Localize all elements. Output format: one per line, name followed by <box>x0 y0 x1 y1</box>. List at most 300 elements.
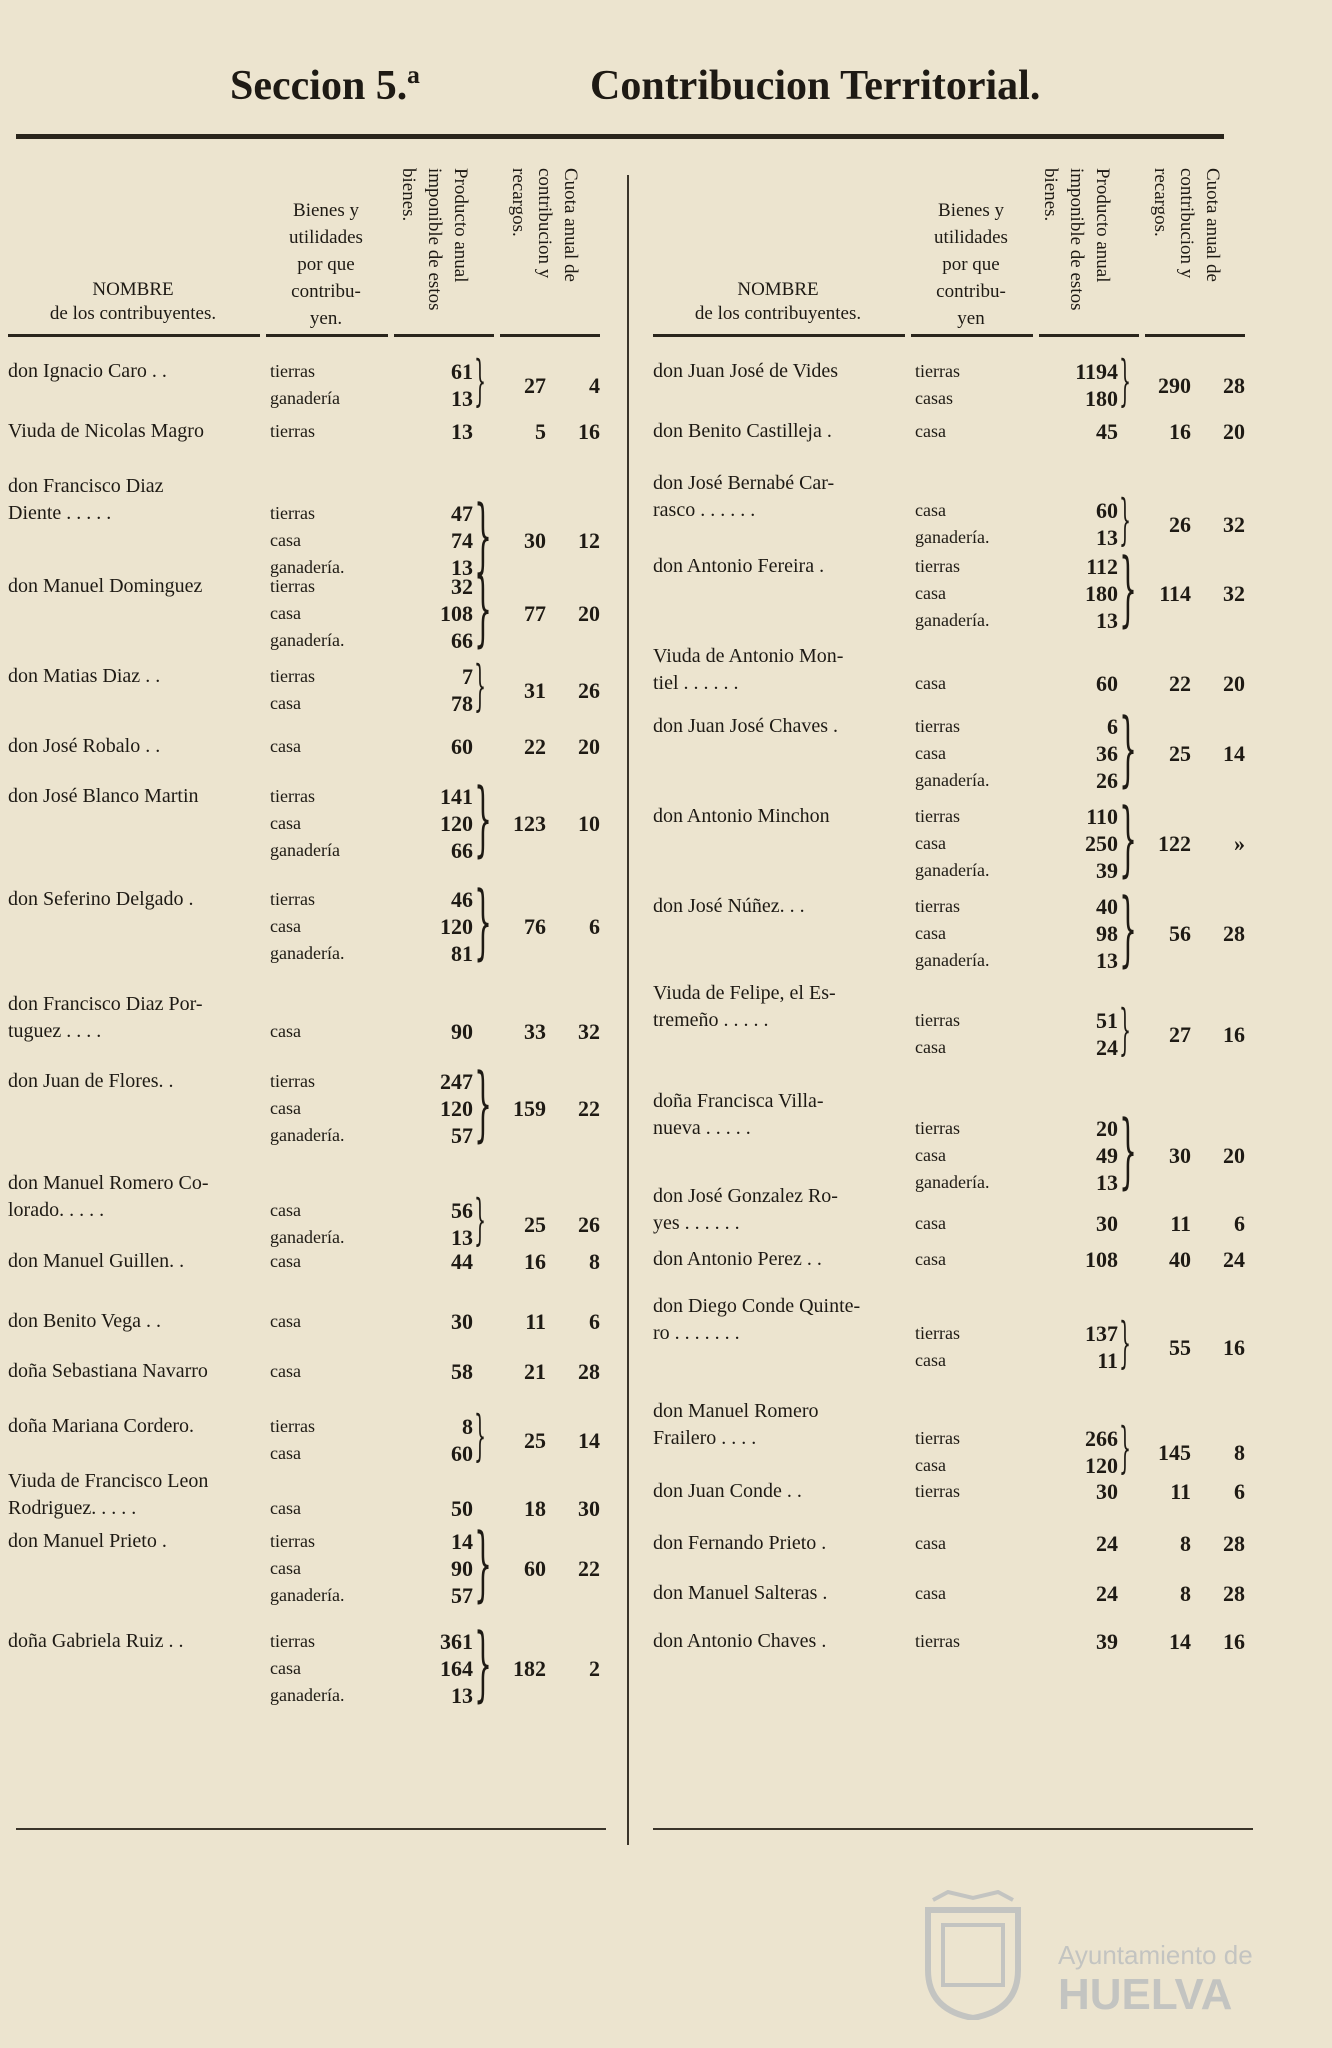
property-type: casa <box>915 1037 946 1057</box>
grouping-brace: } <box>1119 702 1138 796</box>
property-type: tierras <box>270 421 315 441</box>
cuota-pesos: 182 <box>513 1656 546 1681</box>
name-header <box>653 278 903 326</box>
cuota-pesos: 27 <box>1169 1021 1191 1047</box>
producto-value: 24 <box>1096 1035 1118 1060</box>
producto-value: 45 <box>1096 419 1118 444</box>
contributor-name-line: doña Mariana Cordero. <box>8 1415 195 1437</box>
name-header-line1: NOMBRE <box>92 279 174 300</box>
cuota-pesos: 27 <box>524 372 546 398</box>
property-type: ganadería. <box>270 1125 345 1145</box>
property-type: tierras <box>270 576 315 596</box>
cuota-pesos: 123 <box>513 811 546 836</box>
contributor-name <box>653 1530 908 1557</box>
cuota-pesos: 22 <box>524 734 546 759</box>
bienes-header-line: yen. <box>309 308 343 329</box>
property-type: ganadería. <box>270 1685 345 1705</box>
producto-value: 266 <box>1085 1426 1118 1451</box>
left-column-header <box>8 168 598 340</box>
contributor-name <box>8 418 263 445</box>
contributor-name <box>653 1398 908 1452</box>
cuota-pesos: 16 <box>1169 419 1191 444</box>
cuota-reales: 26 <box>578 1211 600 1237</box>
producto-value: 49 <box>1096 1143 1118 1168</box>
producto-value: 40 <box>1096 894 1118 919</box>
cuota-reales: 24 <box>1223 1247 1245 1272</box>
watermark-line2: HUELVA <box>1058 1970 1233 2019</box>
cuota-reales: 22 <box>578 1096 600 1121</box>
property-type: casa <box>270 1251 301 1271</box>
cuota-reales: 28 <box>1223 1531 1245 1556</box>
producto-value: 90 <box>451 1556 473 1581</box>
cuota-reales: 28 <box>1223 1581 1245 1606</box>
contributor-name <box>8 663 263 690</box>
producto-value: 108 <box>1085 1247 1118 1272</box>
grouping-brace: } <box>1119 1104 1138 1198</box>
property-type: casa <box>915 1350 946 1370</box>
cuota-pesos: 22 <box>1169 671 1191 696</box>
contributor-name-line: doña Sebastiana Navarro <box>8 1360 208 1382</box>
grouping-brace: } <box>474 654 487 717</box>
property-type: tierras <box>270 1531 315 1551</box>
cuota-reales: 20 <box>1223 419 1245 444</box>
grouping-brace: } <box>1119 349 1132 412</box>
contributor-name-line: don Antonio Minchon <box>653 805 830 827</box>
header-rule <box>394 334 494 337</box>
property-type: casa <box>915 743 946 763</box>
contributor-name-line: don José Núñez. . . <box>653 895 805 917</box>
contributor-name <box>653 980 908 1034</box>
cuota-reales: 6 <box>1234 1479 1245 1504</box>
producto-value: 120 <box>1085 1453 1118 1478</box>
contributor-name <box>653 1183 908 1237</box>
contributor-name-line: ro . . . . . . . <box>653 1322 740 1344</box>
producto-value: 8 <box>462 1414 473 1439</box>
producto-value: 13 <box>1096 1170 1118 1195</box>
cuota-pesos: 114 <box>1159 581 1191 606</box>
header-rule <box>500 334 600 337</box>
producto-value: 50 <box>451 1496 473 1521</box>
coat-of-arms-icon <box>918 1890 1028 2020</box>
property-type: tierras <box>915 1118 960 1138</box>
producto-value: 1194 <box>1075 359 1118 384</box>
producto-value: 120 <box>440 1096 473 1121</box>
cuota-reales: 32 <box>1223 511 1245 537</box>
contributor-name-line: don Diego Conde Quinte- <box>653 1295 861 1317</box>
cuota-reales: 32 <box>578 1019 600 1044</box>
producto-value: 13 <box>451 419 473 444</box>
producto-value: 13 <box>1096 608 1118 633</box>
property-type: casa <box>915 1455 946 1475</box>
contributor-name-line: Viuda de Nicolas Magro <box>8 420 204 442</box>
property-type: ganadería. <box>270 1227 345 1247</box>
producto-value: 250 <box>1085 831 1118 856</box>
producto-value: 13 <box>451 555 473 580</box>
contributor-name <box>8 783 263 810</box>
contributor-name <box>653 1478 908 1505</box>
contributor-name-line: don Juan José de Vides <box>653 360 839 382</box>
right-column-header <box>653 168 1253 340</box>
property-type: tierras <box>270 889 315 909</box>
property-type: ganadería. <box>915 860 990 880</box>
producto-value: 78 <box>451 691 473 716</box>
property-type: ganadería <box>270 840 340 860</box>
contributor-name-line: Diente . . . . . <box>8 502 112 524</box>
property-type: tierras <box>915 1010 960 1030</box>
contributor-name-line: don Seferino Delgado . <box>8 888 194 910</box>
cuota-pesos: 5 <box>535 419 546 444</box>
property-type: tierras <box>915 1323 960 1343</box>
cuota-pesos: 55 <box>1169 1334 1191 1360</box>
producto-value: 56 <box>451 1198 473 1223</box>
cuota-pesos: 25 <box>524 1211 546 1237</box>
cuota-pesos: 21 <box>524 1359 546 1384</box>
contributor-name <box>653 1628 908 1655</box>
property-type: casa <box>270 736 301 756</box>
property-type: tierras <box>915 556 960 576</box>
cuota-reales: 20 <box>578 734 600 759</box>
grouping-brace: } <box>1119 792 1138 886</box>
name-header-line1: NOMBRE <box>737 279 819 300</box>
cuota-pesos: 25 <box>524 1427 546 1453</box>
cuota-pesos: 11 <box>525 1309 546 1334</box>
contributor-name <box>8 1358 263 1385</box>
property-type: tierras <box>915 896 960 916</box>
cuota-pesos: 76 <box>524 914 546 939</box>
header-rule <box>8 334 260 337</box>
producto-value: 39 <box>1096 858 1118 883</box>
property-type: tierras <box>915 716 960 736</box>
producto-value: 57 <box>451 1583 473 1608</box>
producto-value: 13 <box>1096 948 1118 973</box>
contributor-name-line: don Francisco Diaz <box>8 475 164 497</box>
contributor-name-line: don José Gonzalez Ro- <box>653 1185 838 1207</box>
producto-value: 14 <box>451 1529 473 1554</box>
grouping-brace: } <box>474 772 493 866</box>
property-type: tierras <box>915 1631 960 1651</box>
watermark-line1: Ayuntamiento de <box>1058 1940 1253 1970</box>
contributor-name <box>8 1068 263 1095</box>
property-type: casa <box>915 583 946 603</box>
property-type: casa <box>915 673 946 693</box>
producto-value: 61 <box>451 359 473 384</box>
contributor-name-line: don Benito Vega . . <box>8 1310 161 1332</box>
heading-rule <box>16 134 1224 139</box>
cuota-reales: 20 <box>578 601 600 626</box>
producto-value: 32 <box>451 574 473 599</box>
producto-value: 46 <box>451 887 473 912</box>
grouping-brace: } <box>1119 488 1132 551</box>
bottom-rule-left <box>16 1828 606 1830</box>
cuota-reales: 16 <box>1223 1629 1245 1654</box>
cuota-pesos: 60 <box>524 1556 546 1581</box>
contributor-name <box>8 358 263 385</box>
producto-value: 60 <box>1096 498 1118 523</box>
producto-value: 13 <box>451 386 473 411</box>
bienes-header-line: yen <box>957 308 985 329</box>
cuota-reales: 28 <box>1223 921 1245 946</box>
page-heading <box>0 62 1332 122</box>
contributor-name-line: don Manuel Salteras . <box>653 1582 828 1604</box>
property-type: tierras <box>270 1631 315 1651</box>
name-header-line2: de los contribuyentes. <box>694 303 862 324</box>
cuota-pesos: 77 <box>524 601 546 626</box>
contributor-name-line: tremeño . . . . . <box>653 1009 769 1031</box>
cuota-reales: 28 <box>1223 372 1245 398</box>
header-rule <box>1145 334 1245 337</box>
contributor-name <box>653 1293 908 1347</box>
contributor-name-line: don Juan José Chaves . <box>653 715 838 737</box>
cuota-pesos: 30 <box>1169 1143 1191 1168</box>
contributor-name <box>8 1468 263 1522</box>
property-type: casa <box>270 530 301 550</box>
grouping-brace: } <box>474 489 493 583</box>
cuota-reales: 20 <box>1223 1143 1245 1168</box>
contributor-name <box>653 1580 908 1607</box>
cuota-reales: 16 <box>578 419 600 444</box>
cuota-reales: 26 <box>578 677 600 703</box>
producto-value: 120 <box>440 811 473 836</box>
grouping-brace: } <box>474 349 487 412</box>
property-type: casa <box>270 813 301 833</box>
producto-value: 180 <box>1085 386 1118 411</box>
contributor-name <box>8 991 263 1045</box>
contributor-name-line: don Juan de Flores. . <box>8 1070 174 1092</box>
contributor-name-line: Rodriguez. . . . . <box>8 1497 137 1519</box>
column-divider <box>627 175 629 1845</box>
bienes-header-line: Bienes y <box>938 200 1004 221</box>
producto-value: 164 <box>440 1656 473 1681</box>
contributor-name <box>8 886 263 913</box>
contributor-name <box>8 1170 263 1224</box>
contributor-name <box>653 1246 908 1273</box>
producto-value: 13 <box>451 1683 473 1708</box>
contributor-name-line: don Manuel Romero Co- <box>8 1172 209 1194</box>
cuota-pesos: 159 <box>513 1096 546 1121</box>
property-type: casa <box>915 421 946 441</box>
cuota-reales: 12 <box>578 528 600 553</box>
producto-value: 7 <box>462 664 473 689</box>
contributor-name-line: don José Blanco Martin <box>8 785 199 807</box>
producto-value: 137 <box>1085 1321 1118 1346</box>
producto-value: 30 <box>1096 1211 1118 1236</box>
property-type: casa <box>270 1021 301 1041</box>
header-rule <box>911 334 1033 337</box>
property-type: tierras <box>915 1481 960 1501</box>
cuota-pesos: 14 <box>1169 1629 1191 1654</box>
cuota-pesos: 122 <box>1158 831 1191 856</box>
contributor-name-line: don Manuel Prieto . <box>8 1530 167 1552</box>
property-type: tierras <box>270 786 315 806</box>
property-type: casa <box>915 833 946 853</box>
producto-value: 60 <box>451 734 473 759</box>
grouping-brace: } <box>474 1188 487 1251</box>
archive-watermark <box>918 1890 1258 2020</box>
cuota-reales: 32 <box>1223 581 1245 606</box>
property-type: casa <box>270 693 301 713</box>
cuota-reales: 10 <box>578 811 600 836</box>
contributor-name <box>8 1248 263 1275</box>
cuota-reales: 8 <box>589 1249 600 1274</box>
contributor-name <box>8 473 263 527</box>
grouping-brace: } <box>1119 882 1138 976</box>
grouping-brace: } <box>474 1617 493 1711</box>
property-type: casa <box>915 1145 946 1165</box>
bienes-header <box>266 197 386 332</box>
property-type: casa <box>915 1213 946 1233</box>
cuota-reales: 4 <box>589 372 600 398</box>
grouping-brace: } <box>474 875 493 969</box>
property-type: casa <box>915 500 946 520</box>
producto-value: 36 <box>1096 741 1118 766</box>
producto-value: 74 <box>451 528 473 553</box>
contributor-name <box>8 1413 263 1440</box>
contributor-name-line: don Juan Conde . . <box>653 1480 802 1502</box>
producto-value: 66 <box>451 628 473 653</box>
grouping-brace: } <box>1119 1311 1132 1374</box>
cuota-reales: 14 <box>1223 741 1245 766</box>
producto-value: 120 <box>440 914 473 939</box>
cuota-pesos: 56 <box>1169 921 1191 946</box>
cuota-reales: » <box>1234 831 1245 856</box>
page-title: Contribucion Territorial. <box>590 63 1041 109</box>
producto-value: 47 <box>451 501 473 526</box>
contributor-name <box>653 418 908 445</box>
producto-value: 361 <box>440 1629 473 1654</box>
cuota-pesos: 18 <box>524 1496 546 1521</box>
property-type: ganadería. <box>915 527 990 547</box>
header-rule <box>1039 334 1139 337</box>
property-type: tierras <box>915 1428 960 1448</box>
name-header <box>8 278 258 326</box>
producto-value: 180 <box>1085 581 1118 606</box>
producto-value: 66 <box>451 838 473 863</box>
producto-value: 24 <box>1096 1531 1118 1556</box>
contributor-name <box>8 1308 263 1335</box>
cuota-pesos: 290 <box>1158 372 1191 398</box>
producto-value: 81 <box>451 941 473 966</box>
contributor-name-line: don Antonio Chaves . <box>653 1630 827 1652</box>
cuota-reales: 20 <box>1223 671 1245 696</box>
property-type: ganadería. <box>915 950 990 970</box>
cuota-pesos: 26 <box>1169 511 1191 537</box>
producto-value: 26 <box>1096 768 1118 793</box>
bienes-header-line: contribu- <box>936 281 1006 302</box>
contributor-name <box>8 733 263 760</box>
property-type: casa <box>915 923 946 943</box>
header-rule <box>266 334 388 337</box>
cuota-pesos: 16 <box>524 1249 546 1274</box>
cuota-reales: 16 <box>1223 1334 1245 1360</box>
contributor-name-line: don Francisco Diaz Por- <box>8 993 203 1015</box>
property-type: tierras <box>915 806 960 826</box>
property-type: ganadería. <box>915 610 990 630</box>
grouping-brace: } <box>474 1057 493 1151</box>
contributor-name-line: yes . . . . . . <box>653 1212 740 1234</box>
contributor-name <box>653 803 908 830</box>
producto-value: 112 <box>1086 554 1118 579</box>
contributor-name-line: Viuda de Antonio Mon- <box>653 645 844 667</box>
producto-value: 60 <box>1096 671 1118 696</box>
cuota-header: Cuota anual de contribucion y recargos. <box>508 168 581 282</box>
grouping-brace: } <box>474 1517 493 1611</box>
cuota-reales: 6 <box>1234 1211 1245 1236</box>
cuota-reales: 6 <box>589 914 600 939</box>
contributor-name-line: Viuda de Felipe, el Es- <box>653 982 836 1004</box>
property-type: casa <box>270 1443 301 1463</box>
property-type: casa <box>270 1558 301 1578</box>
cuota-header: Cuota anual de contribucion y recargos. <box>1150 168 1223 282</box>
property-type: ganadería. <box>270 630 345 650</box>
producto-value: 58 <box>451 1359 473 1384</box>
contributor-name-line: don José Bernabé Car- <box>653 472 835 494</box>
cuota-pesos: 40 <box>1169 1247 1191 1272</box>
cuota-pesos: 25 <box>1169 741 1191 766</box>
bienes-header-line: utilidades <box>934 227 1008 248</box>
producto-value: 141 <box>440 784 473 809</box>
contributor-name-line: don Benito Castilleja . <box>653 420 832 442</box>
bottom-rule-right <box>653 1828 1253 1830</box>
contributor-name <box>653 470 908 524</box>
cuota-reales: 6 <box>589 1309 600 1334</box>
producto-header: Producto anual imponible de estos bienes. <box>398 168 471 311</box>
producto-value: 60 <box>451 1441 473 1466</box>
contributor-name-line: lorado. . . . . <box>8 1199 105 1221</box>
contributor-name-line: don Ignacio Caro . . <box>8 360 167 382</box>
section-label: Seccion 5.ª <box>230 63 420 109</box>
property-type: casa <box>915 1583 946 1603</box>
grouping-brace: } <box>1119 542 1138 636</box>
property-type: casa <box>270 1498 301 1518</box>
property-type: casa <box>270 603 301 623</box>
cuota-pesos: 8 <box>1180 1531 1191 1556</box>
contributor-name <box>653 553 908 580</box>
grouping-brace: } <box>1119 1416 1132 1479</box>
bienes-header-line: contribu- <box>291 281 361 302</box>
property-type: casa <box>270 1361 301 1381</box>
contributor-name-line: tiel . . . . . . <box>653 672 739 694</box>
contributor-name-line: don Manuel Dominguez <box>8 575 203 597</box>
cuota-reales: 8 <box>1234 1439 1245 1465</box>
producto-value: 98 <box>1096 921 1118 946</box>
cuota-pesos: 31 <box>524 677 546 703</box>
contributor-name-line: don Manuel Romero <box>653 1400 819 1422</box>
bienes-header-line: por que <box>297 254 355 275</box>
cuota-reales: 30 <box>578 1496 600 1521</box>
producto-value: 44 <box>451 1249 473 1274</box>
producto-value: 110 <box>1086 804 1118 829</box>
property-type: casa <box>270 1311 301 1331</box>
cuota-pesos: 145 <box>1158 1439 1191 1465</box>
producto-value: 90 <box>451 1019 473 1044</box>
producto-value: 57 <box>451 1123 473 1148</box>
contributor-name <box>653 643 908 697</box>
producto-header: Producto anual imponible de estos bienes. <box>1040 168 1113 311</box>
producto-value: 13 <box>451 1225 473 1250</box>
producto-value: 39 <box>1096 1629 1118 1654</box>
contributor-name-line: rasco . . . . . . <box>653 499 756 521</box>
contributor-name <box>8 573 263 600</box>
cuota-pesos: 8 <box>1180 1581 1191 1606</box>
cuota-pesos: 33 <box>524 1019 546 1044</box>
contributor-name-line: don Antonio Fereira . <box>653 555 825 577</box>
contributor-name <box>653 713 908 740</box>
property-type: casas <box>915 388 953 408</box>
contributor-name-line: doña Francisca Villa- <box>653 1090 824 1112</box>
contributor-name-line: don Manuel Guillen. . <box>8 1250 185 1272</box>
property-type: tierras <box>270 503 315 523</box>
producto-value: 20 <box>1096 1116 1118 1141</box>
